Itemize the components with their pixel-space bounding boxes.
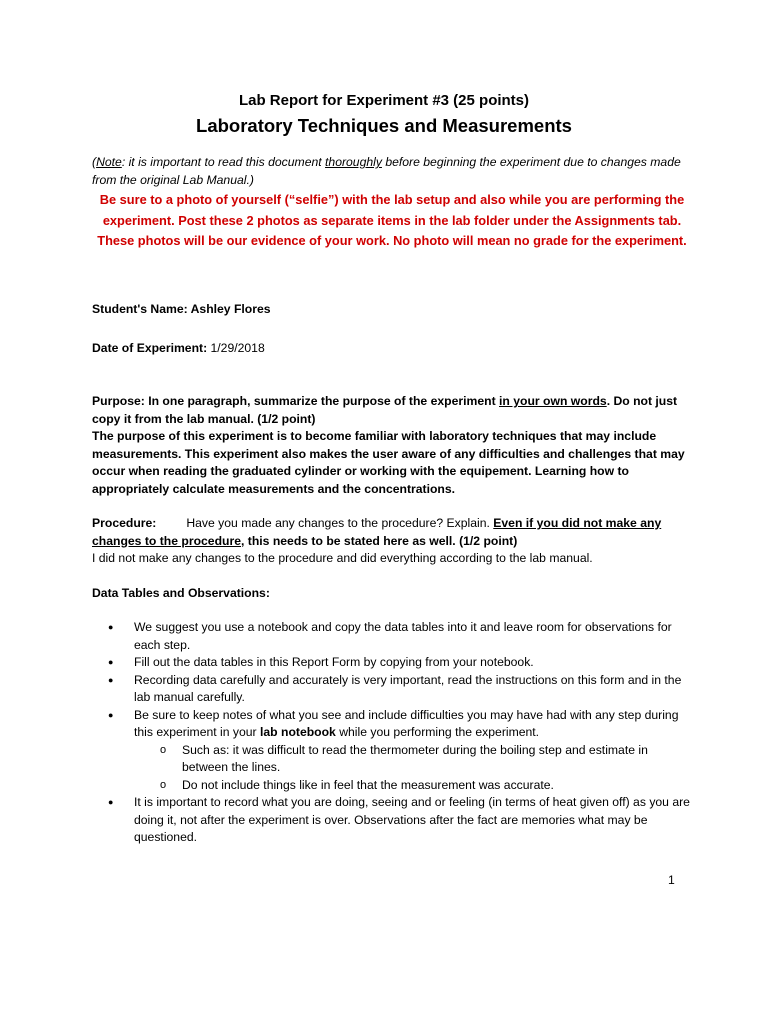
note-label: Note (96, 155, 122, 169)
data-tables-heading: Data Tables and Observations: (92, 586, 270, 600)
procedure-underlined: Even if you did not make any changes to the procedure, (92, 516, 662, 548)
procedure-section (92, 515, 692, 568)
report-subtitle: Laboratory Techniques and Measurements (196, 115, 572, 136)
note-paren: ( (92, 155, 97, 169)
note-text-before: : it is important to read this document (121, 155, 326, 169)
purpose-prompt-after: . Do not just copy it from the lab manual. (1/2 point) (92, 394, 678, 426)
student-name: Ashley Flores (190, 302, 271, 316)
bullet4-bold: lab notebook (260, 725, 336, 739)
note-paragraph (92, 154, 692, 189)
list-item (92, 707, 692, 795)
procedure-label: Procedure: (92, 516, 157, 530)
student-name-line (92, 301, 692, 319)
student-label: Student's Name: (92, 302, 191, 316)
procedure-after: this needs to be stated here as well. (1/2 point) (244, 533, 518, 548)
sub-list (134, 742, 692, 795)
date-label: Date of Experiment: (92, 341, 211, 355)
procedure-question: Have you made any changes to the procedure? Explain. (186, 516, 494, 530)
selfie-warning: Be sure to a photo of yourself (“selfie”) with the lab setup and also while you are performing the experiment. Post these 2 photos as separate items in the lab folder under the Assignments tab. These photos will be our evidence of your work. No photo will mean no grade for the experiment. (97, 192, 687, 249)
list-item: ● It is important to record what you are doing, seeing and or feeling (in terms of heat given off) as you are doing it, not after the experiment is over. Observations after the fact are memories what may be questioned. (92, 794, 692, 847)
sub-list-item: o Such as: it was difficult to read the thermometer during the boiling step and estimate in between the lines. (134, 742, 692, 777)
purpose-answer: The purpose of this experiment is to become familiar with laboratory techniques that may include measurements. This experiment also makes the user aware of any difficulties and challenges that may occur when reading the graduated cylinder or working with the equipement. Learning how to appropriately calculate measurements and the concentrations. (92, 429, 685, 496)
bullet4-after: while you performing the experiment. (335, 725, 540, 739)
procedure-answer: I did not make any changes to the procedure and did everything according to the lab manual. (92, 551, 593, 565)
instructions-list (92, 619, 692, 847)
bullet4-before: Be sure to keep notes of what you see and include difficulties you may have had with any step during this experiment in your (134, 707, 679, 739)
purpose-section (92, 393, 692, 498)
list-item: ● Fill out the data tables in this Report Form by copying from your notebook. (92, 654, 692, 672)
purpose-prompt-underlined: in your own words (499, 394, 607, 408)
purpose-prompt (92, 393, 692, 428)
date-line (92, 340, 692, 358)
report-title: Lab Report for Experiment #3 (25 points) (238, 92, 530, 109)
note-emphasis: thoroughly (325, 155, 382, 169)
list-item: ● Recording data carefully and accurately is very important, read the instructions on this form and in the lab manual carefully. (92, 672, 692, 707)
page-number: 1 (668, 873, 675, 887)
list-item: ● We suggest you use a notebook and copy the data tables into it and leave room for observations for each step. (92, 619, 692, 654)
sub-list-item: o Do not include things like in feel that the measurement was accurate. (134, 777, 692, 795)
procedure-prompt (92, 515, 692, 550)
date-value: 1/29/2018 (210, 341, 265, 355)
purpose-prompt-before: Purpose: In one paragraph, summarize the purpose of the experiment (92, 394, 500, 408)
note-text-after: before beginning the experiment due to changes made from the original Lab Manual.) (92, 155, 681, 187)
